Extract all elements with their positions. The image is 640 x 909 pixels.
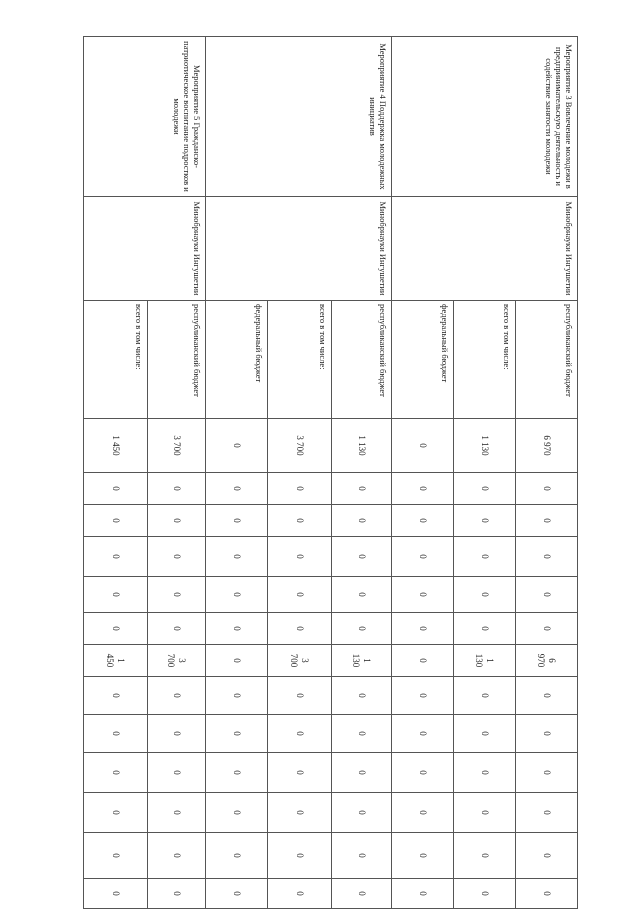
- funding-source: республиканский бюджет: [516, 301, 578, 419]
- cell-value: 0: [268, 753, 332, 793]
- cell-value: 0: [84, 753, 148, 793]
- cell-value: 0: [268, 879, 332, 909]
- cell-value: 0: [268, 833, 332, 879]
- cell-value: 0: [84, 715, 148, 753]
- split-part: 130: [474, 653, 485, 668]
- total-value: 1 130: [454, 419, 516, 473]
- cell-value: 0: [332, 505, 392, 537]
- cell-value: 0: [148, 677, 206, 715]
- split-part: 3: [176, 658, 187, 663]
- total-value: 3 700: [268, 419, 332, 473]
- cell-value: 0: [332, 537, 392, 577]
- cell-value: 0: [268, 613, 332, 645]
- executor: Минобрнауки Ингушетии: [206, 197, 392, 301]
- cell-value: 0: [516, 577, 578, 613]
- cell-value: 0: [268, 473, 332, 505]
- split-part: 970: [536, 653, 547, 668]
- cell-value: 0: [392, 879, 454, 909]
- cell-value: 0: [148, 879, 206, 909]
- split-part: 130: [351, 653, 362, 668]
- cell-value: 0: [206, 879, 268, 909]
- funding-source: всего в том числе:: [268, 301, 332, 419]
- cell-value: 0: [454, 793, 516, 833]
- cell-value: 0: [84, 505, 148, 537]
- cell-value: 0: [454, 537, 516, 577]
- cell-value: 0: [392, 715, 454, 753]
- table-row: [148, 37, 206, 909]
- cell-value: 0: [454, 577, 516, 613]
- cell-value: 0: [516, 879, 578, 909]
- cell-value: 0: [454, 677, 516, 715]
- cell-value: 0: [454, 715, 516, 753]
- cell-value: 0: [392, 677, 454, 715]
- cell-value: 0: [84, 793, 148, 833]
- event-title: Мероприятие 3 Вовлечение молодежи в предпринимательскую деятельность и содействие занятости молодежи: [392, 37, 578, 197]
- cell-value: 0: [332, 833, 392, 879]
- cell-value: 0: [516, 833, 578, 879]
- split-value: [268, 645, 332, 677]
- cell-value: 0: [332, 577, 392, 613]
- cell-value: 0: [84, 879, 148, 909]
- split-part: 700: [166, 653, 177, 668]
- funding-source: всего в том числе:: [84, 301, 148, 419]
- cell-value: 0: [392, 753, 454, 793]
- cell-value: 0: [84, 473, 148, 505]
- cell-value: 0: [392, 613, 454, 645]
- cell-value: 0: [332, 473, 392, 505]
- cell-value: 0: [148, 473, 206, 505]
- split-part: 700: [289, 653, 300, 668]
- total-value: 3 700: [148, 419, 206, 473]
- cell-value: 0: [148, 715, 206, 753]
- split-part: 0: [231, 658, 242, 663]
- split-part: 1: [115, 658, 126, 663]
- funding-source: республиканский бюджет: [148, 301, 206, 419]
- funding-source: федеральный бюджет: [206, 301, 268, 419]
- split-value: [206, 645, 268, 677]
- cell-value: 0: [392, 793, 454, 833]
- cell-value: 0: [148, 613, 206, 645]
- cell-value: 0: [516, 715, 578, 753]
- table-row: [516, 37, 578, 909]
- cell-value: 0: [454, 833, 516, 879]
- cell-value: 0: [454, 473, 516, 505]
- executor: Минобрнауки Ингушетии: [392, 197, 578, 301]
- cell-value: 0: [454, 613, 516, 645]
- cell-value: 0: [206, 537, 268, 577]
- funding-source: федеральный бюджет: [392, 301, 454, 419]
- cell-value: 0: [516, 613, 578, 645]
- cell-value: 0: [516, 793, 578, 833]
- split-part: 1: [361, 658, 372, 663]
- cell-value: 0: [268, 505, 332, 537]
- cell-value: 0: [84, 833, 148, 879]
- cell-value: 0: [148, 793, 206, 833]
- cell-value: 0: [206, 753, 268, 793]
- cell-value: 0: [84, 577, 148, 613]
- cell-value: 0: [84, 677, 148, 715]
- cell-value: 0: [392, 833, 454, 879]
- table-row: [332, 37, 392, 909]
- cell-value: 0: [206, 715, 268, 753]
- cell-value: 0: [516, 505, 578, 537]
- rotated-table-wrapper: [84, 36, 578, 902]
- cell-value: 0: [516, 753, 578, 793]
- cell-value: 0: [268, 577, 332, 613]
- split-value: [516, 645, 578, 677]
- executor: Минобрнауки Ингушетии: [84, 197, 206, 301]
- split-value: [332, 645, 392, 677]
- cell-value: 0: [206, 473, 268, 505]
- cell-value: 0: [454, 879, 516, 909]
- cell-value: 0: [516, 473, 578, 505]
- cell-value: 0: [206, 613, 268, 645]
- cell-value: 0: [392, 537, 454, 577]
- split-part: 0: [417, 658, 428, 663]
- split-part: 6: [546, 658, 557, 663]
- cell-value: 0: [392, 473, 454, 505]
- cell-value: 0: [206, 577, 268, 613]
- cell-value: 0: [332, 753, 392, 793]
- cell-value: 0: [332, 879, 392, 909]
- cell-value: 0: [206, 677, 268, 715]
- funding-source: всего в том числе:: [454, 301, 516, 419]
- split-part: 3: [299, 658, 310, 663]
- split-value: [392, 645, 454, 677]
- cell-value: 0: [84, 537, 148, 577]
- total-value: 0: [206, 419, 268, 473]
- split-part: 1: [484, 658, 495, 663]
- cell-value: 0: [148, 833, 206, 879]
- cell-value: 0: [206, 793, 268, 833]
- split-value: [148, 645, 206, 677]
- total-value: 6 970: [516, 419, 578, 473]
- funding-source: республиканский бюджет: [332, 301, 392, 419]
- cell-value: 0: [268, 793, 332, 833]
- cell-value: 0: [268, 677, 332, 715]
- split-part: 450: [105, 653, 116, 668]
- event-title: Мероприятие 4 Поддержка молодежных инициатив: [206, 37, 392, 197]
- cell-value: 0: [332, 715, 392, 753]
- cell-value: 0: [148, 537, 206, 577]
- cell-value: 0: [268, 715, 332, 753]
- cell-value: 0: [392, 505, 454, 537]
- cell-value: 0: [206, 833, 268, 879]
- cell-value: 0: [332, 793, 392, 833]
- cell-value: 0: [454, 753, 516, 793]
- cell-value: 0: [332, 677, 392, 715]
- cell-value: 0: [206, 505, 268, 537]
- cell-value: 0: [516, 537, 578, 577]
- total-value: 1 130: [332, 419, 392, 473]
- cell-value: 0: [332, 613, 392, 645]
- cell-value: 0: [268, 537, 332, 577]
- event-title: Мероприятие 5 Гражданско-патриотическое воспитание подростков и молодежи: [84, 37, 206, 197]
- cell-value: 0: [392, 577, 454, 613]
- cell-value: 0: [84, 613, 148, 645]
- cell-value: 0: [148, 577, 206, 613]
- split-value: [454, 645, 516, 677]
- split-value: [84, 645, 148, 677]
- cell-value: 0: [148, 753, 206, 793]
- cell-value: 0: [148, 505, 206, 537]
- total-value: 0: [392, 419, 454, 473]
- cell-value: 0: [454, 505, 516, 537]
- total-value: 1 450: [84, 419, 148, 473]
- cell-value: 0: [516, 677, 578, 715]
- budget-table: [83, 36, 578, 909]
